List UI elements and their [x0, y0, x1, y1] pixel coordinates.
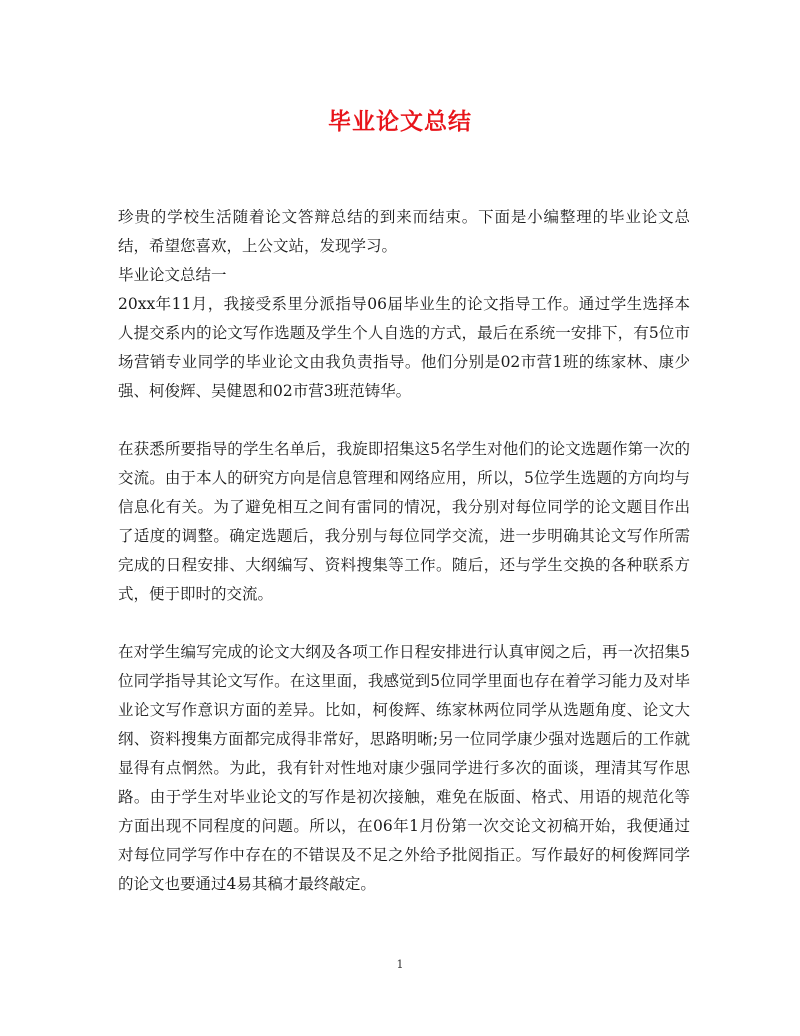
document-body: [118, 203, 690, 899]
intro-paragraph: 珍贵的学校生活随着论文答辩总结的到来而结束。下面是小编整理的毕业论文总结，希望您喜欢，上公文站，发现学习。: [118, 208, 690, 255]
paragraph-2: 在获悉所要指导的学生名单后，我旋即招集这5名学生对他们的论文选题作第一次的交流。由于本人的研究方向是信息管理和网络应用，所以，5位学生选题的方向均与信息化有关。为了避免相互之间有雷同的情况，我分别对每位同学的论文题目作出了适度的调整。确定选题后，我分别与每位同学交流，进一步明确其论文写作所需完成的日程安排、大纲编写、资料搜集等工作。随后，还与学生交换的各种联系方式，便于即时的交流。: [118, 440, 690, 603]
page-number: 1: [396, 958, 404, 971]
section-heading: 毕业论文总结一: [118, 266, 227, 284]
paragraph-1: 20xx年11月，我接受系里分派指导06届毕业生的论文指导工作。通过学生选择本人提交系内的论文写作选题及学生个人自选的方式，最后在系统一安排下，有5位市场营销专业同学的毕业论文由我负责指导。他们分别是02市营1班的练家林、康少强、柯俊辉、吴健恩和02市营3班范铸华。: [118, 295, 690, 400]
paragraph-3: 在对学生编写完成的论文大纲及各项工作日程安排进行认真审阅之后，再一次招集5位同学指导其论文写作。在这里面，我感觉到5位同学里面也存在着学习能力及对毕业论文写作意识方面的差异。比如，柯俊辉、练家林两位同学从选题角度、论文大纲、资料搜集方面都完成得非常好，思路明晰;另一位同学康少强对选题后的工作就显得有点惘然。为此，我有针对性地对康少强同学进行多次的面谈，理清其写作思路。由于学生对毕业论文的写作是初次接触，难免在版面、格式、用语的规范化等方面出现不同程度的问题。所以，在06年1月份第一次交论文初稿开始，我便通过对每位同学写作中存在的不错误及不足之外给予批阅指正。写作最好的柯俊辉同学的论文也要通过4易其稿才最终敲定。: [118, 643, 690, 893]
document-title: 毕业论文总结: [328, 108, 472, 135]
paragraph-gap: [118, 406, 690, 435]
paragraph-gap: [118, 609, 690, 638]
